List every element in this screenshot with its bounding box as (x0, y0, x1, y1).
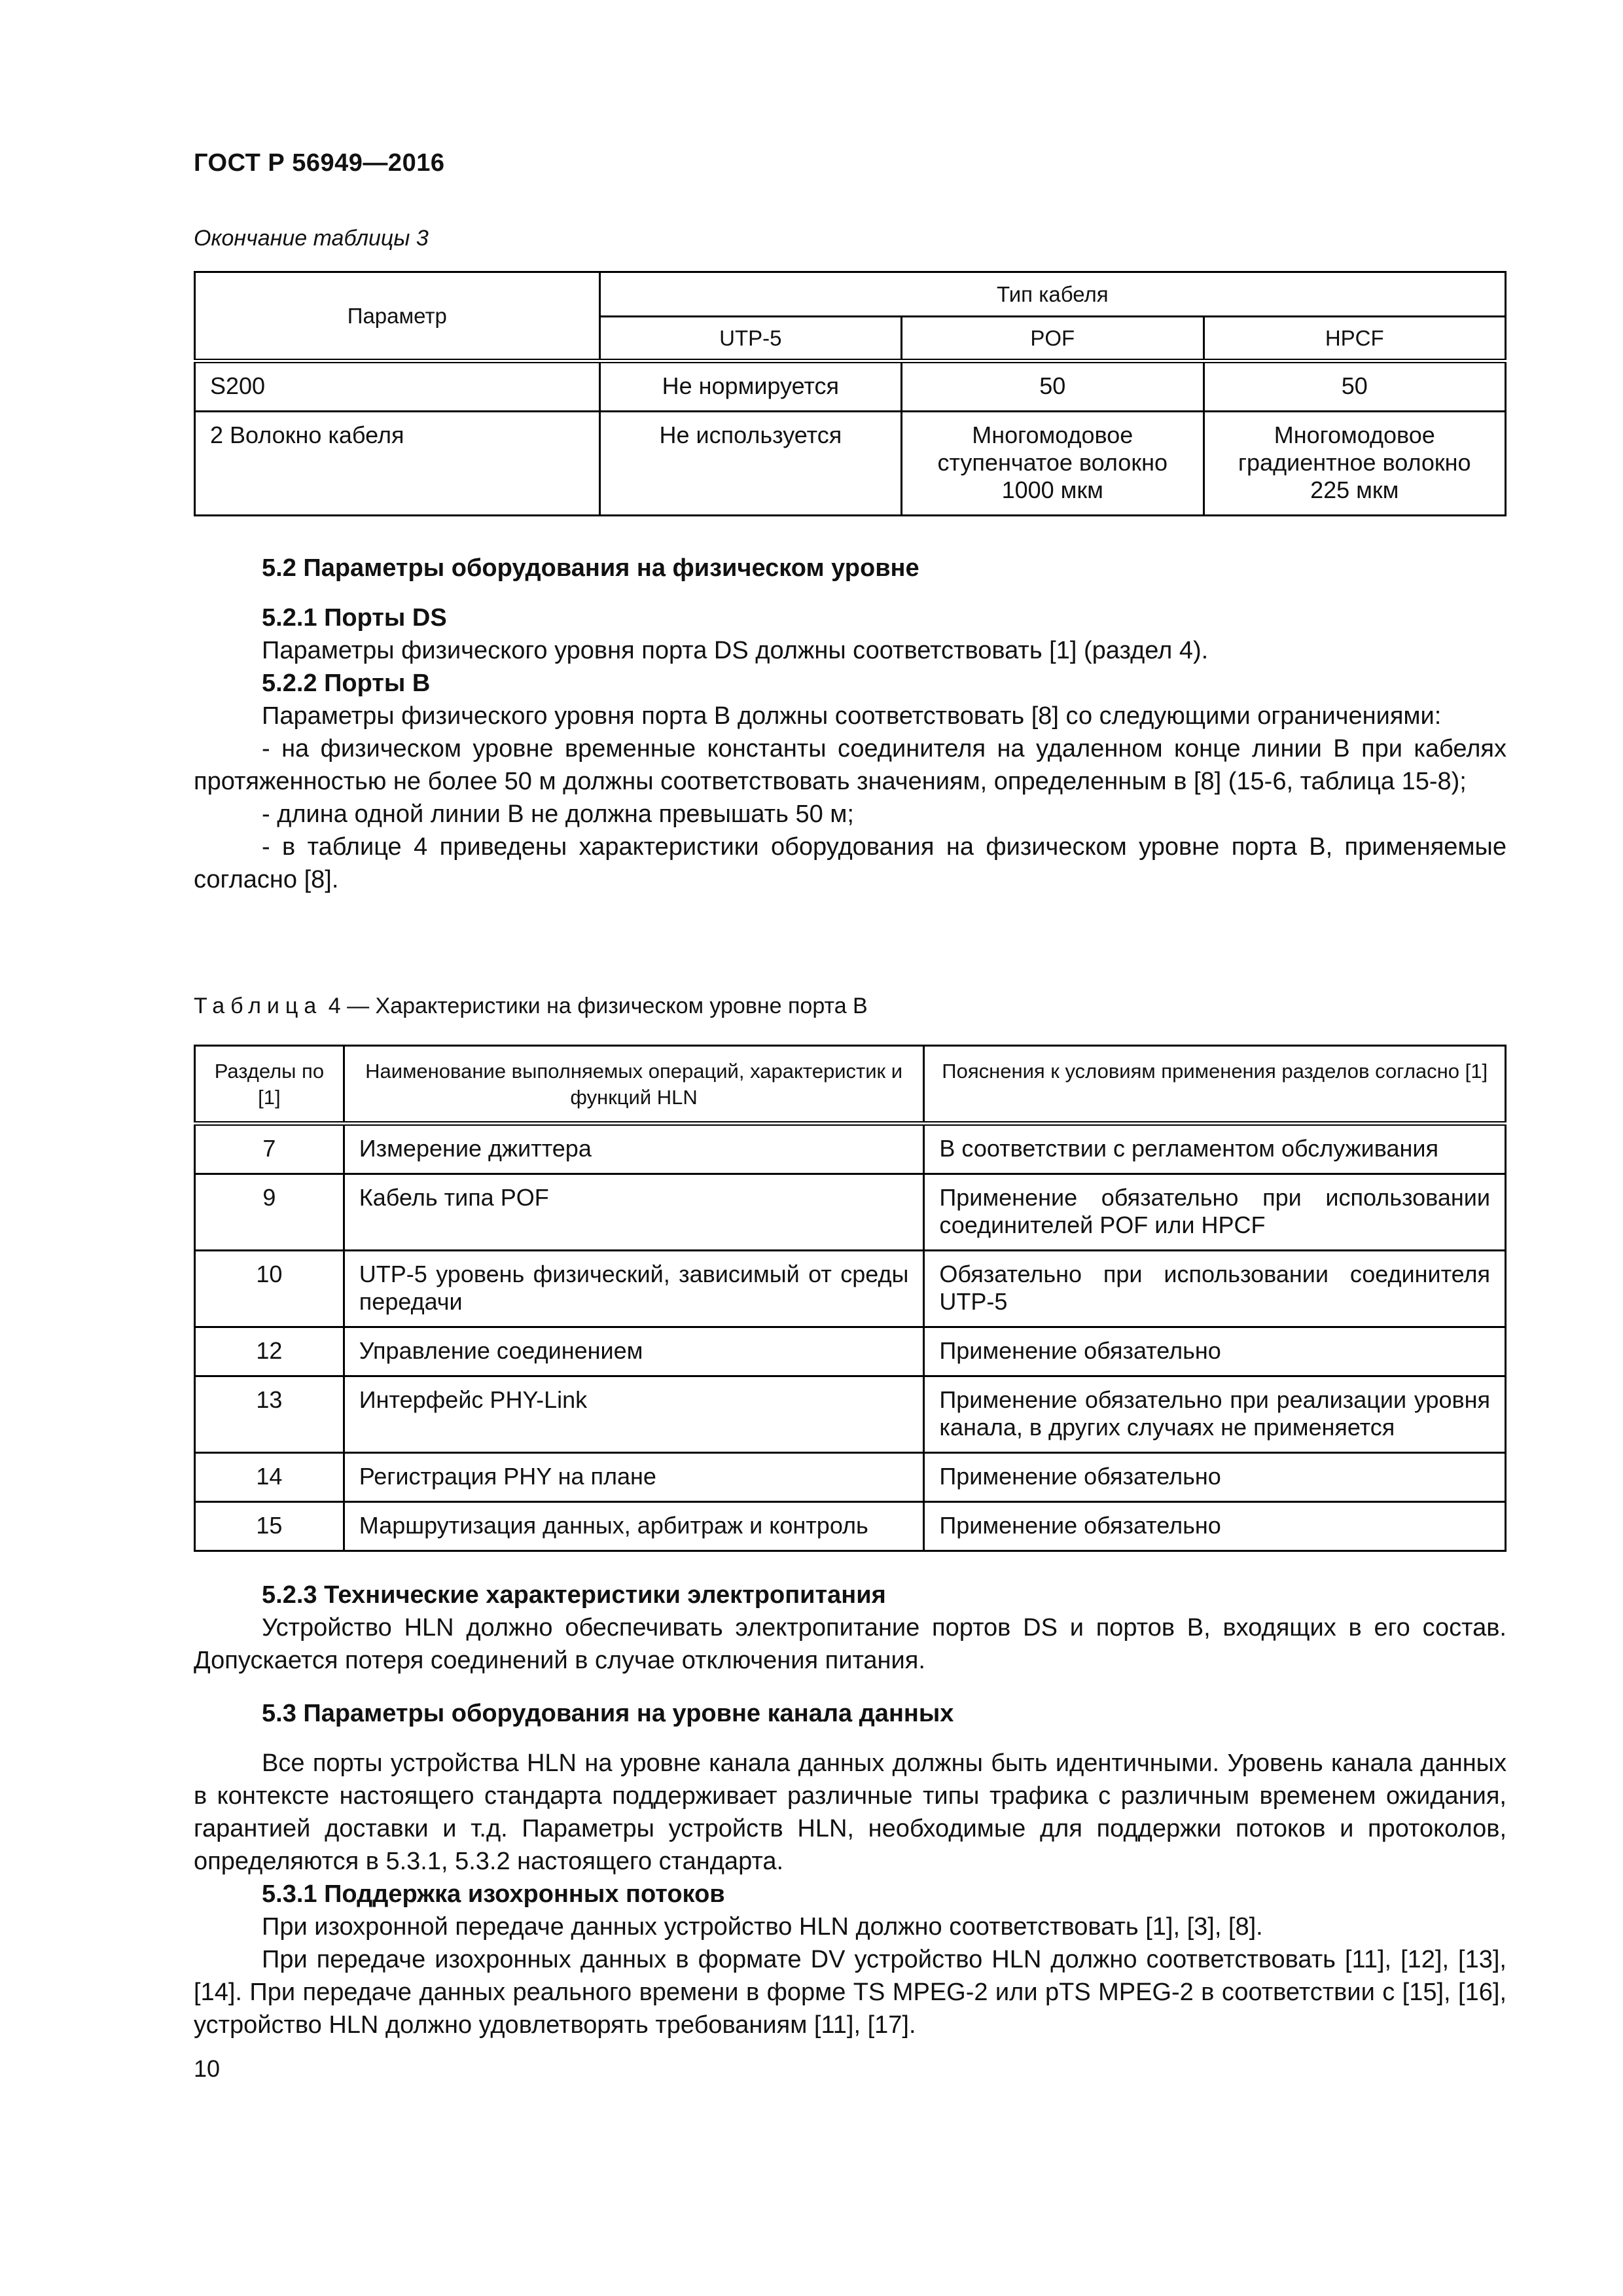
section-5-2-3 (194, 1579, 1507, 1677)
table4-note-cell: Применение обязательно при использовании соединителей POF или HPCF (924, 1174, 1506, 1251)
table4-name-cell: Интерфейс PHY-Link (344, 1376, 924, 1453)
table3-header-hpcf: HPCF (1204, 317, 1506, 361)
table4-note-cell: Применение обязательно (924, 1327, 1506, 1376)
paragraph: Параметры физического уровня порта DS должны соответствовать [1] (раздел 4). (262, 637, 1209, 664)
section-5-2 (194, 552, 1507, 896)
table4-name-cell: Измерение джиттера (344, 1124, 924, 1174)
standard-designation: ГОСТ Р 56949—2016 (194, 149, 445, 177)
table3-cell: Не нормируется (599, 361, 901, 412)
table4-section-cell: 7 (195, 1124, 344, 1174)
table3-cell: Не используется (599, 412, 901, 516)
paragraph: Устройство HLN должно обеспечивать электропитание портов DS и портов В, входящих в его состав. Допускается потеря соединений в случае отключения питания. (194, 1614, 1507, 1674)
paragraph: При изохронной передаче данных устройство HLN должно соответствовать [1], [3], [8]. (262, 1913, 1263, 1941)
paragraph: При передаче изохронных данных в формате DV устройство HLN должно соответствовать [11], [12], [13], [14]. При передаче данных реального времени в форме TS MPEG-2 или pTS MPEG-2 в соответствии с [15], [16], устройство HLN должно удовлетворять требованиям [11], [17]. (194, 1946, 1507, 2039)
list-item: - длина одной линии В не должна превышать 50 м; (262, 800, 854, 828)
table-4 (194, 1045, 1507, 1552)
table3-cell: Многомодовое ступенчатое волокно 1000 мкм (902, 412, 1204, 516)
table-row (195, 1502, 1506, 1551)
table3-cell: 50 (902, 361, 1204, 412)
section-heading: 5.2.1 Порты DS (262, 604, 447, 632)
table3-param-cell: S200 (195, 361, 600, 412)
table4-name-cell: Маршрутизация данных, арбитраж и контроль (344, 1502, 924, 1551)
section-heading: 5.2.2 Порты В (262, 670, 431, 697)
table4-section-cell: 12 (195, 1327, 344, 1376)
table-row (195, 412, 1506, 516)
table-row (195, 1174, 1506, 1251)
table4-section-cell: 14 (195, 1453, 344, 1502)
section-heading: 5.3.1 Поддержка изохронных потоков (262, 1880, 725, 1908)
section-heading: 5.3 Параметры оборудования на уровне канала данных (262, 1700, 954, 1727)
table4-name-cell: Кабель типа POF (344, 1174, 924, 1251)
table-row (195, 1327, 1506, 1376)
table4-section-cell: 13 (195, 1376, 344, 1453)
table4-caption (194, 994, 868, 1019)
table4-name-cell: Управление соединением (344, 1327, 924, 1376)
table4-caption-text: 4 — Характеристики на физическом уровне порта В (322, 994, 868, 1018)
table4-header-notes: Пояснения к условиям применения разделов согласно [1] (924, 1046, 1506, 1124)
table4-caption-word: Таблица (194, 994, 323, 1018)
table3-header-pof: POF (902, 317, 1204, 361)
table4-note-cell: Применение обязательно при реализации уровня канала, в других случаях не применяется (924, 1376, 1506, 1453)
section-heading: 5.2.3 Технические характеристики электропитания (262, 1581, 886, 1609)
table3-cell: Многомодовое градиентное волокно 225 мкм (1204, 412, 1506, 516)
table4-name-cell: Регистрация PHY на плане (344, 1453, 924, 1502)
section-heading: 5.2 Параметры оборудования на физическом уровне (262, 554, 919, 582)
table-row (195, 1124, 1506, 1174)
table4-note-cell: Применение обязательно (924, 1502, 1506, 1551)
paragraph: Параметры физического уровня порта В должны соответствовать [8] со следующими ограничениями: (262, 702, 1442, 730)
table4-note-cell: Применение обязательно (924, 1453, 1506, 1502)
table4-section-cell: 9 (195, 1174, 344, 1251)
table4-note-cell: Обязательно при использовании соединителя UTP-5 (924, 1251, 1506, 1327)
table-row (195, 361, 1506, 412)
table3-continuation-caption: Окончание таблицы 3 (194, 226, 429, 251)
page-number: 10 (194, 2055, 221, 2082)
table4-note-cell: В соответствии с регламентом обслуживания (924, 1124, 1506, 1174)
table-3 (194, 271, 1507, 516)
paragraph: Все порты устройства HLN на уровне канала данных должны быть идентичными. Уровень канала данных в контексте настоящего стандарта поддерживает различные типы трафика с различным временем ожидания, гарантией доставки и т.д. Параметры устройств HLN, необходимые для поддержки потоков и протоколов, определяются в 5.3.1, 5.3.2 настоящего стандарта. (194, 1749, 1507, 1875)
table4-section-cell: 10 (195, 1251, 344, 1327)
table3-header-cable-type: Тип кабеля (599, 272, 1505, 317)
table4-header-sections: Разделы по [1] (195, 1046, 344, 1124)
table3-header-utp5: UTP-5 (599, 317, 901, 361)
list-item: - в таблице 4 приведены характеристики оборудования на физическом уровне порта В, применяемые согласно [8]. (194, 833, 1507, 893)
table3-header-param: Параметр (195, 272, 600, 361)
list-item: - на физическом уровне временные константы соединителя на удаленном конце линии В при кабелях протяженностью не более 50 м должны соответствовать значениям, определенным в [8] (15-6, таблица 15-8); (194, 735, 1507, 795)
table4-name-cell: UTP-5 уровень физический, зависимый от среды передачи (344, 1251, 924, 1327)
section-5-3 (194, 1697, 1507, 2041)
table-row (195, 1251, 1506, 1327)
table3-cell: 50 (1204, 361, 1506, 412)
table3-param-cell: 2 Волокно кабеля (195, 412, 600, 516)
table4-section-cell: 15 (195, 1502, 344, 1551)
table-row (195, 1376, 1506, 1453)
table4-header-operations: Наименование выполняемых операций, характеристик и функций HLN (344, 1046, 924, 1124)
table-row (195, 1453, 1506, 1502)
